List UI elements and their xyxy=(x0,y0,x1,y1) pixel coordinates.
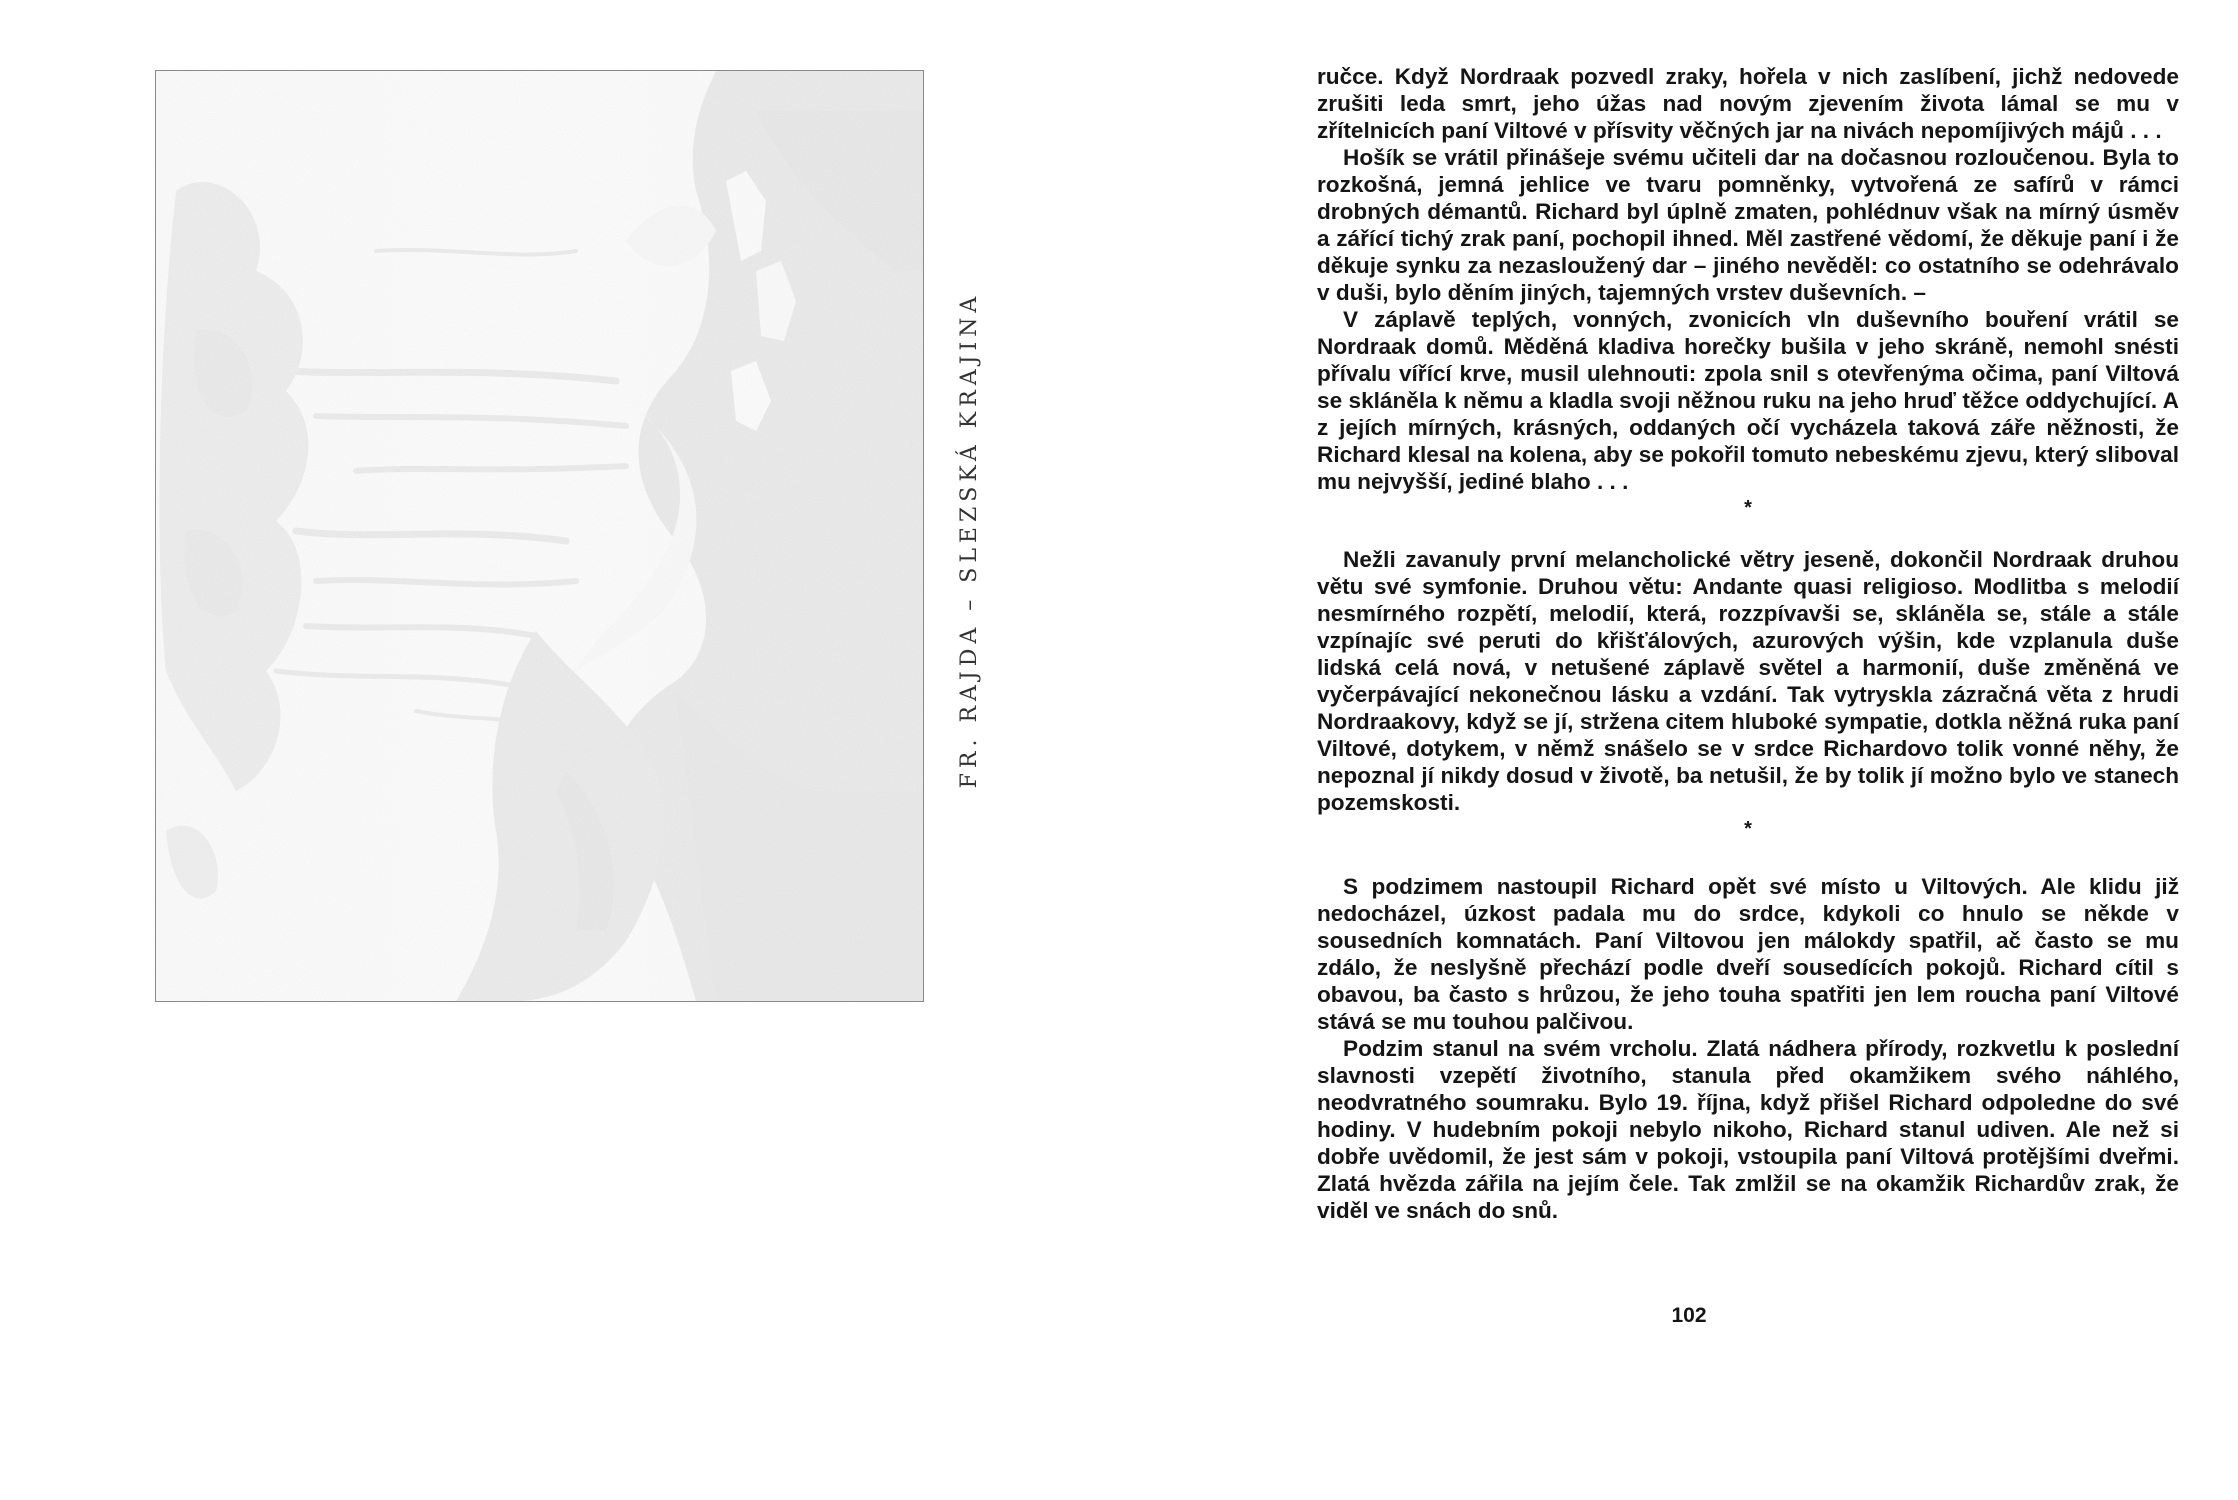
section-gap xyxy=(1317,522,2179,546)
paragraph: Nežli zavanuly první melancholické větry jeseně, dokončil Nordraak druhou větu své symfonie. Druhou větu: Andante quasi religioso. Modlitba s melodií nesmírného rozpětí, melodií, která, rozzpívavši se, skláněla se, stále a stále vzpínajíc své peruti do křišťálových, azurových výšin, kde vzplanula duše lidská celá nová, v netušené záplavě světel a harmonií, duše změněná ve vyčerpávající nekonečnou lásku a vzdání. Tak vytryskla zázračná věta z hrudi Nordraakovy, když se jí, stržena citem hluboké sympatie, dotkla něžná ruka paní Viltové, dotykem, v němž snášelo se v srdce Richardovo tolik vonné něhy, že nepoznal jí nikdy dosud v životě, ba netušil, že by tolik jí možno bylo ve stanech pozemskosti. xyxy=(1317,547,2179,815)
right-page xyxy=(1119,0,2238,1500)
body-text xyxy=(1317,63,2179,1224)
paragraph: Hošík se vrátil přinášeje svému učiteli dar na dočasnou rozloučenou. Byla to rozkošná, jemná jehlice ve tvaru pomněnky, vytvořená ze safírů v rámci drobných démantů. Richard byl úplně zmaten, pohlédnuv však na mírný úsměv a zářící tichý zrak paní, pochopil ihned. Měl zastřené vědomí, že děkuje paní i že děkuje synku za nezasloužený dar – jiného nevěděl: co ostatního se odehrávalo v duši, bylo děním jiných, tajemných vrstev duševních. – xyxy=(1317,145,2179,305)
section-separator: * xyxy=(1744,818,1752,840)
section-separator: * xyxy=(1744,497,1752,519)
plate-caption: FR. RAJDA – SLEZSKÁ KRAJINA xyxy=(957,291,982,789)
landscape-plate xyxy=(155,70,924,1002)
paragraph: S podzimem nastoupil Richard opět své místo u Viltových. Ale klidu již nedocházel, úzkost padala mu do srdce, kdykoli co hnulo se někde v sousedních komnatách. Paní Viltovou jen málokdy spatřil, ač často se mu zdálo, že neslyšně přechází podle dveří sousedících pokojů. Richard cítil s obavou, ba často s hrůzou, že jeho touha spatřiti jen lem roucha paní Viltové stává se mu touhou palčivou. xyxy=(1317,874,2179,1034)
landscape-illustration xyxy=(156,71,923,1001)
paragraph: Podzim stanul na svém vrcholu. Zlatá nádhera přírody, rozkvetlu k poslední slavnosti vzepětí životního, stanula před okamžikem svého náhlého, neodvratného soumraku. Bylo 19. října, když přišel Richard odpoledne do své hodiny. V hudebním pokoji nebylo nikoho, Richard stanul udiven. Ale než si dobře uvědomil, že jest sám v pokoji, vstoupila paní Viltová protějšími dveřmi. Zlatá hvězda zářila na jejím čele. Tak zmlžil se na okamžik Richardův zrak, že viděl ve snách do snů. xyxy=(1317,1036,2179,1223)
paragraph: V záplavě teplých, vonných, zvonicích vln duševního bouření vrátil se Nordraak domů. Měděná kladiva horečky bušila v jeho skráně, nemohl snésti přívalu vířící krve, musil ulehnouti: zpola snil s otevřenýma očima, paní Viltová se skláněla k němu a kladla svoji něžnou ruku na jeho hruď těžce oddychující. A z jejích mírných, krásných, oddaných očí vycházela taková záře něžnosti, že Richard klesal na kolena, aby se pokořil tomuto nebeskému zjevu, který sliboval mu nejvyšší, jediné blaho . . . xyxy=(1317,307,2179,494)
paragraph: ručce. Když Nordraak pozvedl zraky, hořela v nich zaslíbení, jichž nedovede zrušiti leda smrt, jeho úžas nad novým zjevením života lámal se mu v zřítelnicích paní Viltové v přísvity věčných jar na nivách nepomíjivých májů . . . xyxy=(1317,64,2179,143)
section-gap xyxy=(1317,843,2179,873)
page-number: 102 xyxy=(1671,1304,1707,1327)
